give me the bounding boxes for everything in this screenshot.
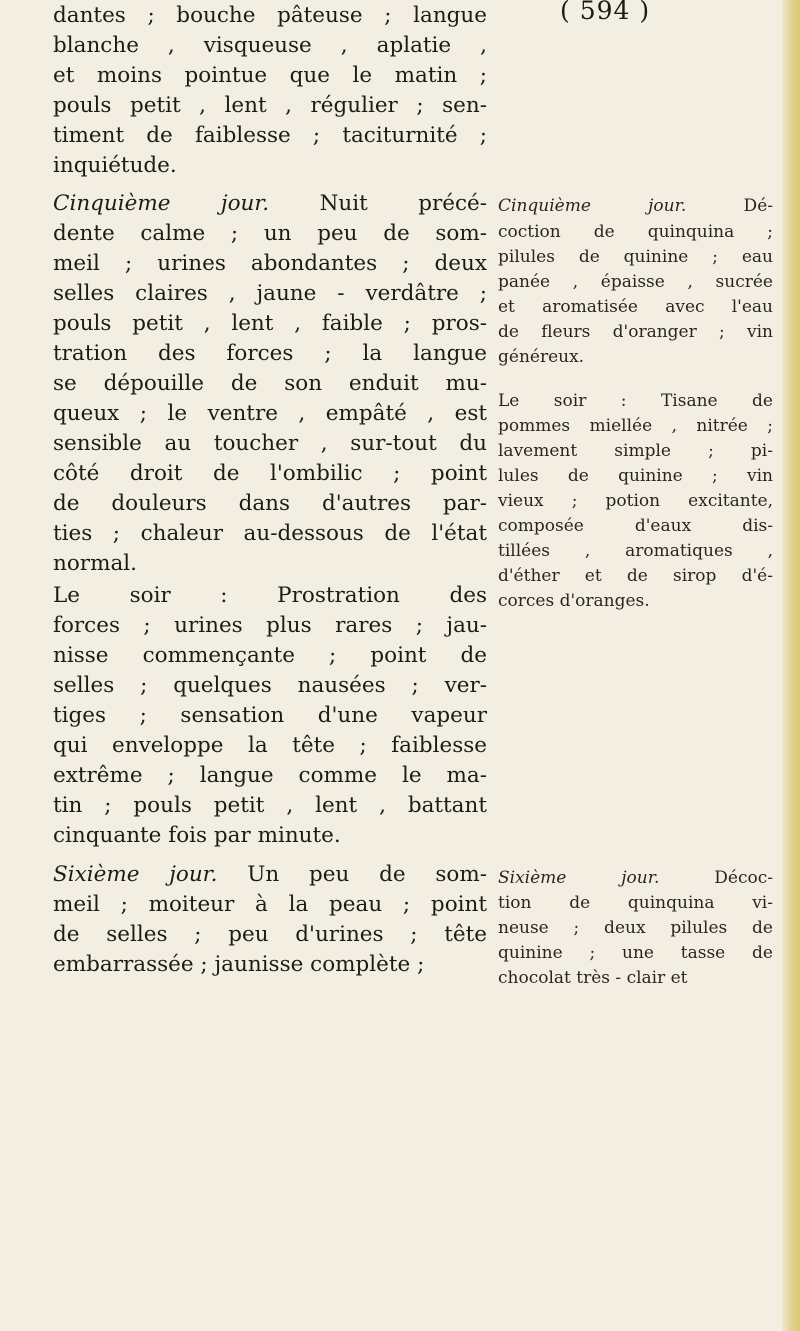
text-line: queux ; le ventre , empâté , est <box>53 401 487 426</box>
text-line: meil ; moiteur à la peau ; point <box>53 892 487 917</box>
text-line: Le soir : Tisane de <box>498 391 773 411</box>
page-edge <box>782 0 800 1331</box>
text-line: généreux. <box>498 347 585 367</box>
line-text: Un peu de som- <box>217 862 487 887</box>
text-line <box>498 194 773 218</box>
text-line: de douleurs dans d'autres par- <box>53 491 487 516</box>
text-line: nisse commençante ; point de <box>53 643 487 668</box>
text-line: lules de quinine ; vin <box>498 466 773 486</box>
line-text: Décoc- <box>659 868 773 888</box>
text-line: pommes miellée , nitrée ; <box>498 416 773 436</box>
text-line: extrême ; langue comme le ma- <box>53 763 487 788</box>
text-line: composée d'eaux dis- <box>498 516 773 536</box>
text-line: coction de quinquina ; <box>498 222 773 242</box>
text-line: cinquante fois par minute. <box>53 823 341 848</box>
text-line: d'éther et de sirop d'é- <box>498 566 773 586</box>
text-line: ties ; chaleur au-dessous de l'état <box>53 521 487 546</box>
text-line: timent de faiblesse ; taciturnité ; <box>53 123 487 148</box>
text-line: tration des forces ; la langue <box>53 341 487 366</box>
text-line: de selles ; peu d'urines ; tête <box>53 922 487 947</box>
day-heading: Sixième jour. <box>53 862 218 887</box>
text-line: sensible au toucher , sur-tout du <box>53 431 487 456</box>
text-line: et moins pointue que le matin ; <box>53 63 487 88</box>
text-line: tiges ; sensation d'une vapeur <box>53 703 487 728</box>
line-text: Dé- <box>686 196 773 216</box>
text-line: vieux ; potion excitante, <box>498 491 773 511</box>
text-line: pilules de quinine ; eau <box>498 247 773 267</box>
text-line: neuse ; deux pilules de <box>498 918 773 938</box>
text-line: corces d'oranges. <box>498 591 650 611</box>
text-line: selles ; quelques nausées ; ver- <box>53 673 487 698</box>
text-line: de fleurs d'oranger ; vin <box>498 322 773 342</box>
page-number: ( 594 ) <box>560 0 651 25</box>
text-line: qui enveloppe la tête ; faiblesse <box>53 733 487 758</box>
text-line <box>498 866 773 890</box>
text-line: embarrassée ; jaunisse complète ; <box>53 952 425 977</box>
day-heading: Cinquième jour. <box>53 191 270 216</box>
text-line: et aromatisée avec l'eau <box>498 297 773 317</box>
text-line: inquiétude. <box>53 153 177 178</box>
text-line <box>53 860 487 890</box>
text-line: tion de quinquina vi- <box>498 893 773 913</box>
text-line: dantes ; bouche pâteuse ; langue <box>53 3 487 28</box>
text-line: tillées , aromatiques , <box>498 541 773 561</box>
text-line: pouls petit , lent , régulier ; sen- <box>53 93 487 118</box>
line-text: Nuit précé- <box>269 191 487 216</box>
text-line: forces ; urines plus rares ; jau- <box>53 613 487 638</box>
day-heading: Sixième jour. <box>498 868 660 888</box>
text-line <box>53 189 487 219</box>
text-line: lavement simple ; pi- <box>498 441 773 461</box>
text-line: quinine ; une tasse de <box>498 943 773 963</box>
text-line: normal. <box>53 551 137 576</box>
text-line: côté droit de l'ombilic ; point <box>53 461 487 486</box>
text-line: dente calme ; un peu de som- <box>53 221 487 246</box>
text-line: tin ; pouls petit , lent , battant <box>53 793 487 818</box>
text-line: panée , épaisse , sucrée <box>498 272 773 292</box>
text-line: selles claires , jaune - verdâtre ; <box>53 281 487 306</box>
text-line: chocolat très - clair et <box>498 968 688 988</box>
text-line: se dépouille de son enduit mu- <box>53 371 487 396</box>
text-line: Le soir : Prostration des <box>53 583 487 608</box>
text-line: meil ; urines abondantes ; deux <box>53 251 487 276</box>
day-heading: Cinquième jour. <box>498 196 687 216</box>
text-line: blanche , visqueuse , aplatie , <box>53 33 487 58</box>
text-line: pouls petit , lent , faible ; pros- <box>53 311 487 336</box>
